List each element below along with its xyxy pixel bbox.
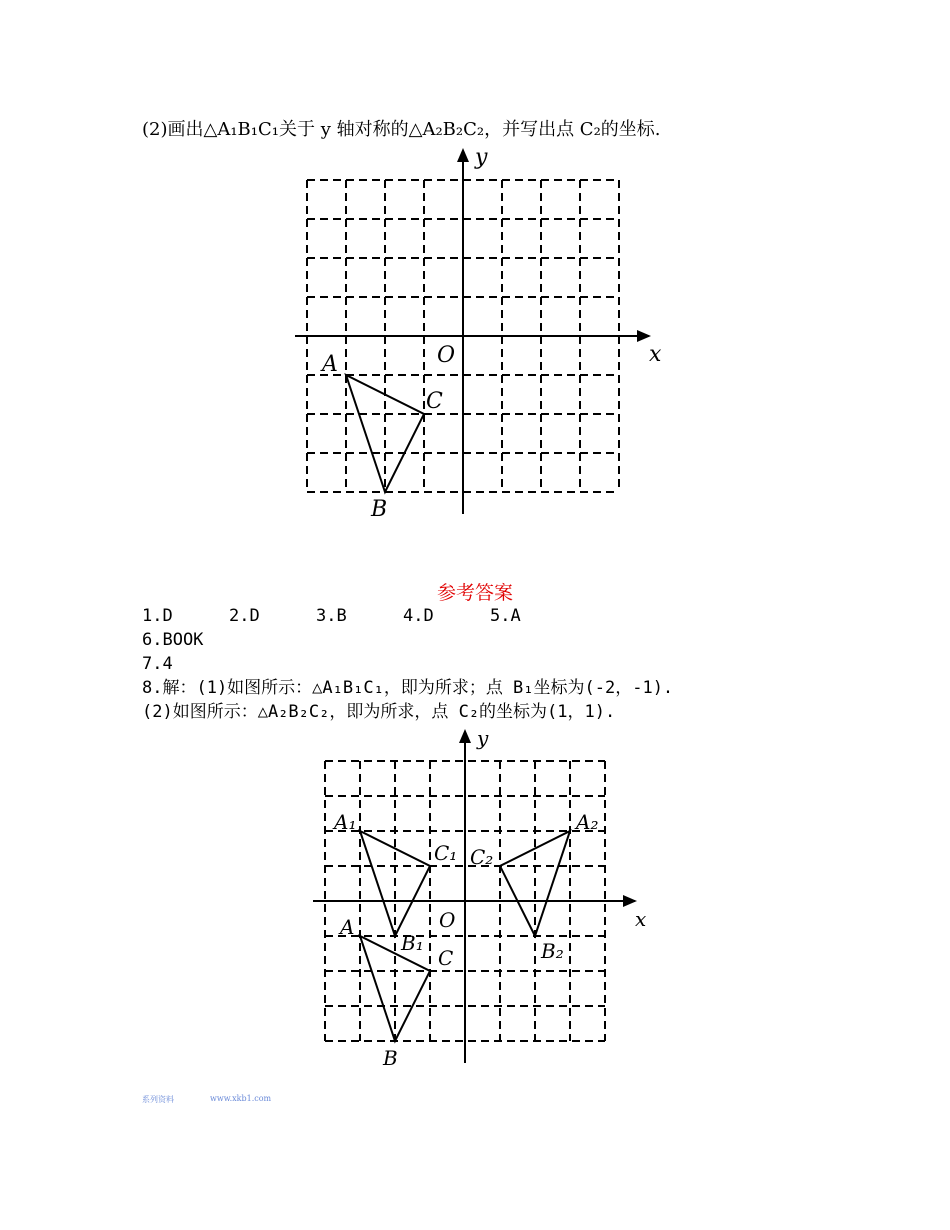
point-label-b2: B₂ — [541, 939, 564, 963]
point-label-a: A — [322, 352, 338, 377]
answer-5: 5.A — [490, 606, 521, 626]
answers-title: 参考答案 — [436, 582, 513, 604]
x-axis-label: x — [635, 907, 647, 931]
coordinate-figure-2 — [303, 722, 648, 1070]
point-label-a1: A₁ — [334, 810, 357, 834]
answer-1: 1.D — [142, 606, 173, 626]
choice-answers — [142, 604, 577, 628]
answer-8-line1: 8.解：(1)如图所示：△A₁B₁C₁，即为所求；点 B₁坐标为(-2，-1). — [142, 678, 674, 698]
answer-7: 7.4 — [142, 654, 173, 674]
answer-6: 6.BOOK — [142, 630, 204, 650]
answer-4: 4.D — [403, 606, 434, 626]
answer-3: 3.B — [316, 606, 347, 626]
point-label-c2: C₂ — [470, 845, 494, 869]
point-label-a: A — [340, 915, 355, 939]
point-label-c: C — [438, 946, 454, 970]
y-axis-label: y — [475, 145, 488, 170]
point-label-b: B — [371, 497, 388, 522]
point-label-b1: B₁ — [401, 931, 424, 955]
x-axis-arrow — [637, 330, 651, 342]
point-label-b: B — [383, 1046, 398, 1070]
answer-2: 2.D — [229, 606, 260, 626]
point-label-a2: A₂ — [576, 810, 599, 834]
origin-label: O — [437, 343, 456, 368]
y-axis-label: y — [477, 726, 489, 750]
footer-right: www.xkb1.com — [210, 1094, 272, 1103]
y-axis-arrow — [457, 148, 469, 162]
origin-label: O — [439, 908, 456, 932]
point-label-c: C — [426, 389, 443, 414]
question-line: (2)画出△A₁B₁C₁关于 y 轴对称的△A₂B₂C₂，并写出点 C₂的坐标. — [142, 119, 661, 140]
point-label-c1: C₁ — [434, 841, 458, 865]
footer-left: 系列资料 — [142, 1095, 174, 1104]
answer-8-line2: (2)如图所示：△A₂B₂C₂，即为所求，点 C₂的坐标为(1，1). — [142, 702, 616, 722]
y-axis-arrow — [459, 729, 471, 743]
x-axis-arrow — [623, 895, 637, 907]
x-axis-label: x — [649, 342, 662, 367]
coordinate-figure-1 — [295, 140, 662, 522]
